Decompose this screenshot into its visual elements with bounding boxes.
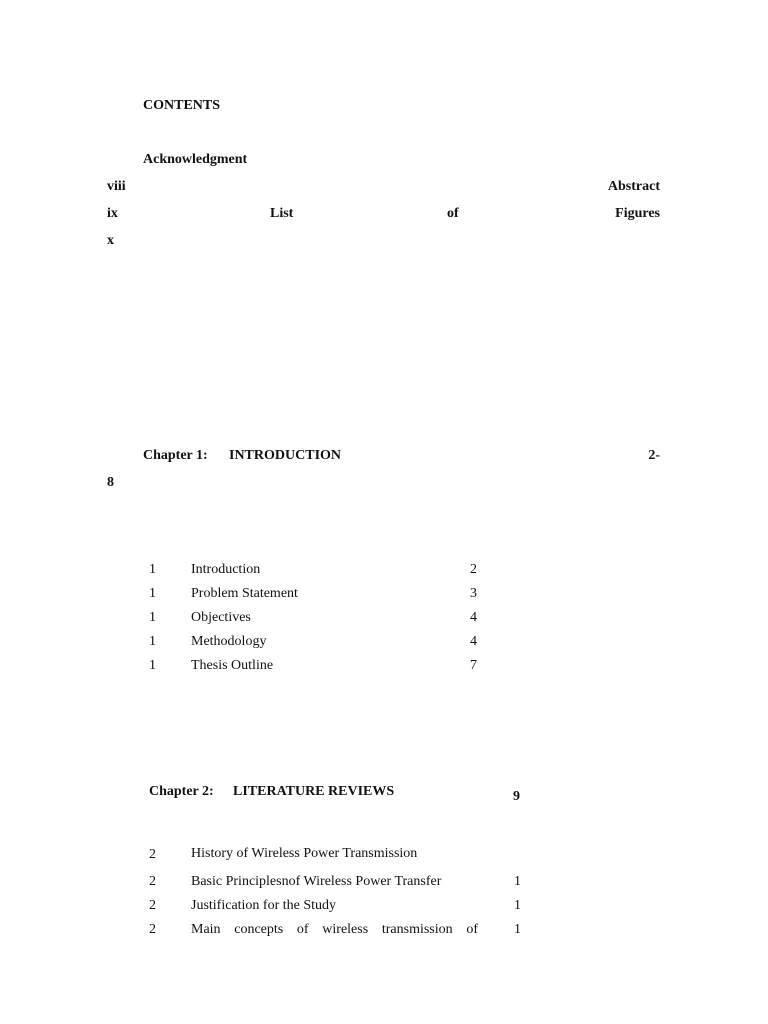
chapter1-label: Chapter 1: — [143, 448, 208, 463]
section-title: Justification for the Study — [191, 898, 337, 913]
section-title: Main concepts of wireless transmission of — [191, 922, 478, 937]
section-number: 1 — [149, 658, 156, 673]
chapter2-label: Chapter 2: — [149, 784, 214, 799]
section-title: Methodology — [191, 634, 267, 649]
section-number: 1 — [149, 610, 156, 625]
chapter2-page: 9 — [513, 789, 520, 804]
section-title: Introduction — [191, 562, 261, 577]
section-page: 1 — [514, 922, 521, 937]
section-number: 1 — [149, 634, 156, 649]
section-number: 2 — [149, 847, 156, 862]
section-title: History of Wireless Power Transmission — [191, 846, 418, 861]
section-page: 1 — [514, 874, 521, 889]
toc-figures-word: Figures — [615, 206, 660, 221]
section-page: 2 — [470, 562, 477, 577]
section-number: 2 — [149, 898, 156, 913]
toc-figures-page: x — [107, 233, 114, 248]
section-number: 2 — [149, 874, 156, 889]
section-title: Thesis Outline — [191, 658, 274, 673]
section-page: 7 — [470, 658, 477, 673]
section-number: 1 — [149, 586, 156, 601]
toc-abstract: Abstract — [607, 179, 660, 194]
chapter1-name: INTRODUCTION — [229, 448, 342, 463]
section-number: 2 — [149, 922, 156, 937]
toc-acknowledgment-page: viii — [107, 179, 126, 194]
section-title: Objectives — [191, 610, 251, 625]
section-page: 1 — [514, 898, 521, 913]
toc-abstract-page: ix — [107, 206, 118, 221]
section-title: Basic Principlesnof Wireless Power Transfer — [191, 874, 442, 889]
chapter1-pages-start: 2- — [648, 448, 660, 463]
chapter1-pages-end: 8 — [107, 475, 114, 490]
toc-of-word: of — [447, 206, 459, 221]
chapter2-name: LITERATURE REVIEWS — [233, 784, 395, 799]
toc-list-word: List — [270, 206, 294, 221]
section-number: 1 — [149, 562, 156, 577]
section-page: 3 — [470, 586, 477, 601]
page-title: CONTENTS — [143, 98, 221, 113]
section-title: Problem Statement — [191, 586, 298, 601]
section-page: 4 — [470, 634, 477, 649]
toc-acknowledgment: Acknowledgment — [143, 152, 248, 167]
section-page: 4 — [470, 610, 477, 625]
